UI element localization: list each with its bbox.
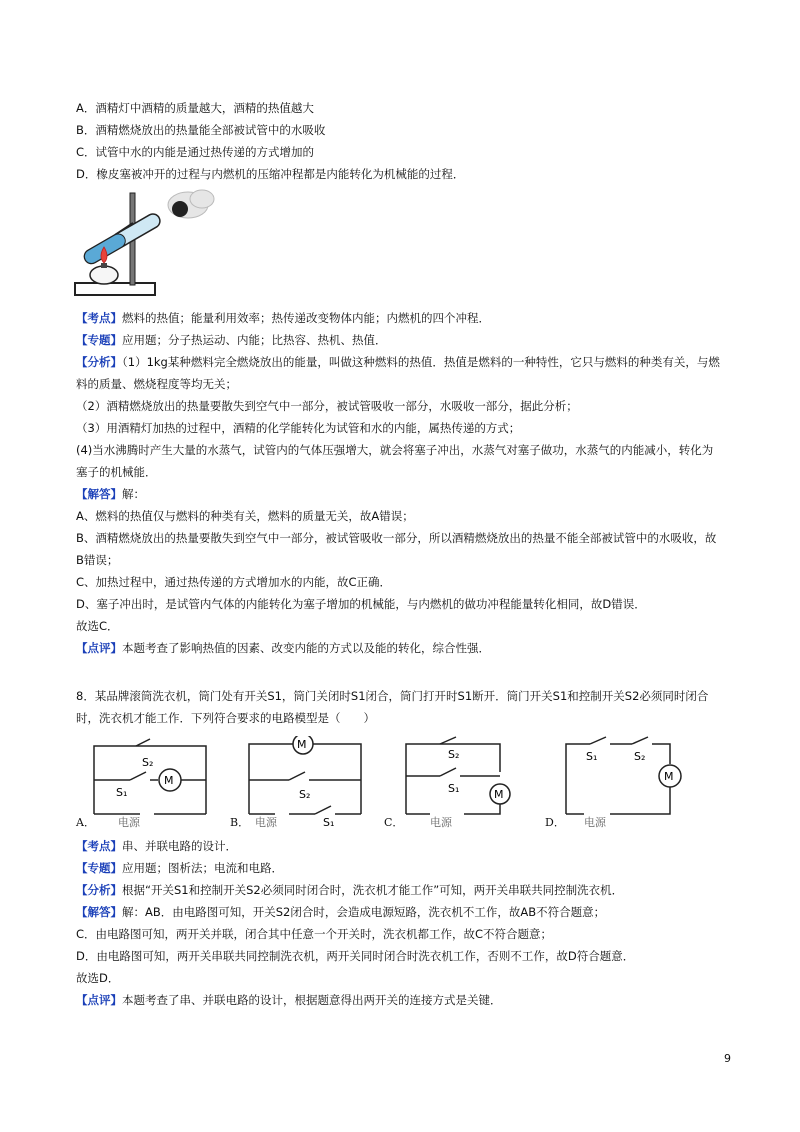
circuit-a-motor-label: M <box>164 774 174 787</box>
q8-jieda-line-2: C．由电路图可知，两开关并联，闭合其中任意一个开关时，洗衣机都工作，故C不符合题意； <box>76 927 553 941</box>
kaodian-line <box>76 310 490 326</box>
jieda-line-3: B错误； <box>76 553 119 567</box>
q8-zhuanti-tag: 【专题】 <box>76 861 122 875</box>
circuit-c <box>400 736 520 828</box>
circuit-c-motor-label: M <box>494 788 504 801</box>
circuit-b-motor-label: M <box>297 738 307 751</box>
circuit-a-s2-label: S₂ <box>142 756 154 769</box>
q8-dianping-line <box>76 992 502 1008</box>
fenxi-line-2: 料的质量、燃烧程度等均无关； <box>76 377 237 391</box>
dianping-line <box>76 640 490 656</box>
circuit-c-s2-label: S₂ <box>448 748 460 761</box>
circuit-b-s1-label: S₁ <box>323 816 335 828</box>
q8-kaodian-text: 串、并联电路的设计． <box>122 839 237 853</box>
jieda-line-6: 故选C． <box>76 619 119 633</box>
dianping-text: 本题考查了影响热值的因素、改变内能的方式以及能的转化，综合性强． <box>122 641 490 655</box>
kaodian-tag: 【考点】 <box>76 311 122 325</box>
circuit-d-label: D． <box>545 816 565 829</box>
jieda-line-2: B、酒精燃烧放出的热量要散失到空气中一部分，被试管吸收一部分，所以酒精燃烧放出的热量不能全部被试管中的水吸收，故 <box>76 531 717 545</box>
circuit-a-s1-label: S₁ <box>116 786 128 799</box>
jieda-line-1: A、燃料的热值仅与燃料的种类有关，燃料的质量无关，故A错误； <box>76 509 414 523</box>
kaodian-text: 燃料的热值；能量利用效率；热传递改变物体内能；内燃机的四个冲程． <box>122 311 490 325</box>
jieda-text: 解： <box>122 487 145 501</box>
circuit-c-label: C． <box>384 816 404 829</box>
q8-zhuanti-text: 应用题；图析法；电流和电路． <box>122 861 283 875</box>
q8-jieda-line-4: 故选D． <box>76 971 120 985</box>
circuit-a-label: A． <box>76 816 95 829</box>
circuit-a-power-label: 电源 <box>118 816 140 828</box>
option-a: A．酒精灯中酒精的质量越大，酒精的热值越大 <box>76 101 314 115</box>
circuit-d-power-label: 电源 <box>584 816 606 828</box>
option-b: B．酒精燃烧放出的热量能全部被试管中的水吸收 <box>76 123 326 137</box>
fenxi-line-3: （2）酒精燃烧放出的热量要散失到空气中一部分，被试管吸收一部分，水吸收一部分，据此分析； <box>76 399 578 413</box>
circuit-d <box>560 736 690 828</box>
zhuanti-line <box>76 332 387 348</box>
q8-fenxi-tag: 【分析】 <box>76 883 122 897</box>
jieda-line <box>76 486 145 502</box>
circuit-b-s2-label: S₂ <box>299 788 311 801</box>
circuit-d-s1-label: S₁ <box>586 750 598 763</box>
fenxi-line-4: （3）用酒精灯加热的过程中，酒精的化学能转化为试管和水的内能，属热传递的方式； <box>76 421 521 435</box>
option-c: C．试管中水的内能是通过热传递的方式增加的 <box>76 145 315 159</box>
fenxi-tag: 【分析】 <box>76 355 122 369</box>
q8-stem-line-1: 8．某品牌滚筒洗衣机，筒门处有开关S1，筒门关闭时S1闭合，筒门打开时S1断开．筒门开关S1和控制开关S2必须同时闭合 <box>76 689 709 703</box>
q8-jieda-line-3: D．由电路图可知，两开关串联共同控制洗衣机，两开关同时闭合时洗衣机工作，否则不工作，故D符合题意． <box>76 949 635 963</box>
circuit-c-power-label: 电源 <box>430 816 452 828</box>
q8-jieda-text: 解：AB．由电路图可知，开关S2闭合时，会造成电源短路，洗衣机不工作，故AB不符合题意； <box>122 905 606 919</box>
zhuanti-tag: 【专题】 <box>76 333 122 347</box>
q8-jieda-line <box>76 904 605 920</box>
q8-fenxi-line <box>76 882 623 898</box>
circuit-c-s1-label: S₁ <box>448 782 460 795</box>
q8-stem-line-2: 时，洗衣机才能工作．下列符合要求的电路模型是（ ） <box>76 711 375 725</box>
test-tube-figure <box>70 185 220 303</box>
q8-jieda-tag: 【解答】 <box>76 905 122 919</box>
jieda-line-5: D、塞子冲出时，是试管内气体的内能转化为塞子增加的机械能，与内燃机的做功冲程能量转化相同，故D错误． <box>76 597 646 611</box>
option-d: D．橡皮塞被冲开的过程与内燃机的压缩冲程都是内能转化为机械能的过程． <box>76 167 465 181</box>
fenxi-line <box>76 354 720 370</box>
q8-dianping-text: 本题考查了串、并联电路的设计，根据题意得出两开关的连接方式是关键． <box>122 993 502 1007</box>
circuit-b-label: B． <box>230 816 250 829</box>
page-number: 9 <box>724 1052 731 1065</box>
jieda-line-4: C、加热过程中，通过热传递的方式增加水的内能，故C正确． <box>76 575 392 589</box>
jieda-tag: 【解答】 <box>76 487 122 501</box>
circuit-d-s2-label: S₂ <box>634 750 646 763</box>
q8-fenxi-text: 根据“开关S1和控制开关S2必须同时闭合时，洗衣机才能工作”可知，两开关串联共同控制洗衣机． <box>122 883 624 897</box>
q8-dianping-tag: 【点评】 <box>76 993 122 1007</box>
circuit-b <box>245 736 365 828</box>
fenxi-line-5: (4)当水沸腾时产生大量的水蒸气，试管内的气体压强增大，就会将塞子冲出，水蒸气对塞子做功，水蒸气的内能减小，转化为 <box>76 443 714 457</box>
fenxi-line-6: 塞子的机械能． <box>76 465 157 479</box>
circuit-a <box>90 736 210 828</box>
q8-kaodian-tag: 【考点】 <box>76 839 122 853</box>
circuit-d-motor-label: M <box>664 770 674 783</box>
q8-zhuanti-line <box>76 860 283 876</box>
q8-kaodian-line <box>76 838 237 854</box>
fenxi-text: （1）1kg某种燃料完全燃烧放出的能量，叫做这种燃料的热值．热值是燃料的一种特性，它只与燃料的种类有关，与燃 <box>122 355 720 369</box>
dianping-tag: 【点评】 <box>76 641 122 655</box>
circuit-b-power-label: 电源 <box>255 816 277 828</box>
zhuanti-text: 应用题；分子热运动、内能；比热容、热机、热值． <box>122 333 387 347</box>
